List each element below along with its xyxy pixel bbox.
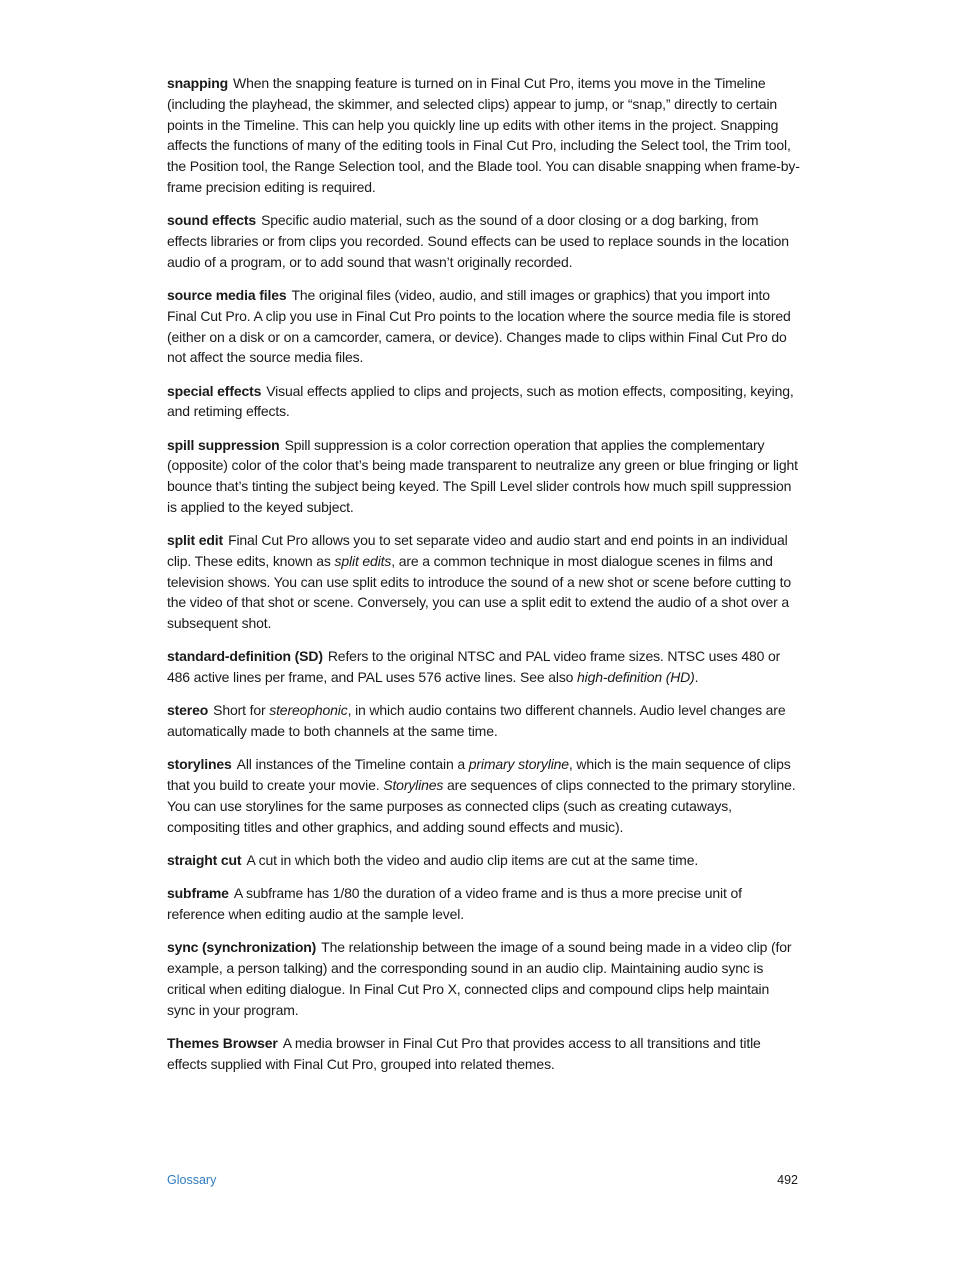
glossary-entry-spill-suppression bbox=[167, 435, 801, 518]
glossary-definition: The relationship between the image of a sound being made in a video clip (for example, a person talking) and the corresponding sound in an audio clip. Maintaining audio sync is critical when editing dialogue. In Final Cut Pro X, connected clips and compound clips help maintain sync in your program. bbox=[167, 939, 792, 1018]
glossary-entry-subframe bbox=[167, 883, 801, 925]
glossary-content bbox=[167, 73, 801, 1087]
glossary-definition: The original files (video, audio, and still images or graphics) that you import into Final Cut Pro. A clip you use in Final Cut Pro points to the location where the source media file is stored (either on a disk or on a camcorder, camera, or device). Changes made to clips within Final Cut Pro do not affect the source media files. bbox=[167, 286, 791, 366]
glossary-entry-special-effects bbox=[167, 381, 801, 423]
glossary-term: source media files bbox=[167, 286, 287, 303]
glossary-term: spill suppression bbox=[167, 436, 280, 453]
glossary-entry-sync bbox=[167, 937, 801, 1020]
glossary-definition: Specific audio material, such as the sound of a door closing or a dog barking, from effects libraries or from clips you recorded. Sound effects can be used to replace sounds in the location audio of a program, or to add sound that wasn’t originally recorded. bbox=[167, 212, 789, 270]
glossary-term: Themes Browser bbox=[167, 1034, 278, 1051]
glossary-entry-standard-definition bbox=[167, 646, 801, 688]
glossary-definition: are sequences of clips connected to the primary storyline. You can use storylines for the same purposes as connected clips (such as creating cutaways, compositing titles and other graphics, and adding sound effects and music). bbox=[167, 777, 796, 835]
glossary-italic-term: primary storyline bbox=[468, 756, 569, 773]
glossary-definition: Spill suppression is a color correction operation that applies the complementary (opposite) color of the color that’s being made transparent to neutralize any green or blue fringing or light bounce that’s tinting the subject being keyed. The Spill Level slider controls how much spill suppression is applied to the keyed subject. bbox=[167, 436, 798, 515]
glossary-term: sound effects bbox=[167, 212, 257, 229]
glossary-term: special effects bbox=[167, 382, 262, 399]
footer-section-link[interactable]: Glossary bbox=[167, 1173, 217, 1187]
glossary-term: straight cut bbox=[167, 852, 242, 869]
glossary-entry-split-edit bbox=[167, 530, 801, 634]
glossary-definition: When the snapping feature is turned on in Final Cut Pro, items you move in the Timeline (including the playhead, the skimmer, and selected clips) appear to jump, or “snap,” directly to certain points in the Timeline. This can help you quickly line up edits with other items in the project. Snapping affects the functions of many of the editing tools in Final Cut Pro, including the Select tool, the Trim tool, the Position tool, the Range Selection tool, and the Blade tool. You can disable snapping when frame-by-frame precision editing is required. bbox=[167, 75, 800, 195]
glossary-term: subframe bbox=[167, 885, 229, 902]
glossary-definition: A media browser in Final Cut Pro that provides access to all transitions and title effects supplied with Final Cut Pro, grouped into related themes. bbox=[167, 1034, 761, 1072]
glossary-definition: All instances of the Timeline contain a bbox=[236, 756, 469, 773]
glossary-term: stereo bbox=[167, 702, 209, 719]
glossary-definition: , in which audio contains two different channels. Audio level changes are automatically made to both channels at the same time. bbox=[167, 702, 786, 740]
glossary-definition: Short for bbox=[213, 702, 270, 719]
glossary-cross-reference: high-definition (HD) bbox=[577, 669, 695, 686]
glossary-definition: , are a common technique in most dialogue scenes in films and television shows. You can use split edits to introduce the sound of a new shot or scene before cutting to the video of that shot or scene. Conversely, you can use a split edit to extend the audio of a shot over a subsequent shot. bbox=[167, 552, 791, 632]
glossary-term: sync (synchronization) bbox=[167, 939, 317, 956]
glossary-definition: Visual effects applied to clips and projects, such as motion effects, compositing, keying, and retiming effects. bbox=[167, 382, 794, 420]
glossary-entry-source-media-files bbox=[167, 285, 801, 368]
glossary-entry-themes-browser bbox=[167, 1033, 801, 1075]
glossary-definition: Final Cut Pro allows you to set separate video and audio start and end points in an individual clip. These edits, known as bbox=[167, 532, 788, 569]
glossary-entry-storylines bbox=[167, 754, 801, 837]
glossary-definition: A subframe has 1/80 the duration of a video frame and is thus a more precise unit of reference when editing audio at the sample level. bbox=[167, 885, 742, 922]
glossary-term: storylines bbox=[167, 756, 232, 773]
glossary-definition: . bbox=[694, 669, 699, 686]
glossary-entry-snapping bbox=[167, 73, 801, 198]
glossary-italic-term: split edits bbox=[334, 552, 392, 569]
glossary-term: snapping bbox=[167, 75, 229, 91]
glossary-definition: Refers to the original NTSC and PAL video frame sizes. NTSC uses 480 or 486 active lines per frame, and PAL uses 576 active lines. See also bbox=[167, 648, 781, 686]
glossary-term: standard-definition (SD) bbox=[167, 648, 323, 665]
page-number: 492 bbox=[777, 1173, 798, 1187]
glossary-italic-term: Storylines bbox=[383, 777, 444, 794]
glossary-entry-straight-cut bbox=[167, 850, 801, 871]
glossary-definition: , which is the main sequence of clips that you build to create your movie. bbox=[167, 756, 791, 794]
glossary-entry-stereo bbox=[167, 700, 801, 742]
glossary-definition: A cut in which both the video and audio clip items are cut at the same time. bbox=[246, 852, 699, 869]
glossary-term: split edit bbox=[167, 532, 224, 549]
glossary-italic-term: stereophonic bbox=[269, 702, 348, 719]
glossary-entry-sound-effects bbox=[167, 210, 801, 272]
